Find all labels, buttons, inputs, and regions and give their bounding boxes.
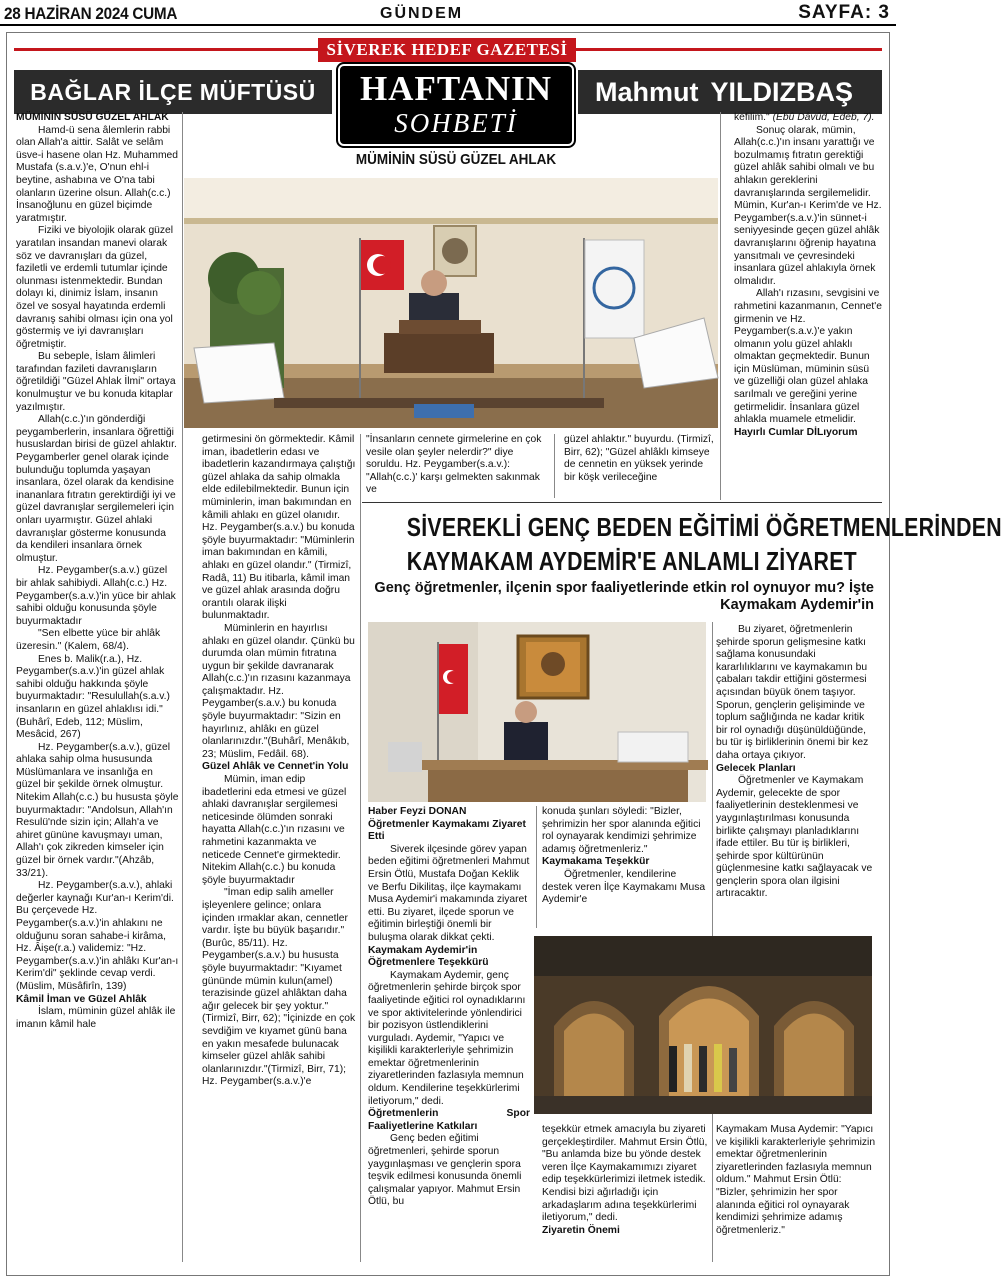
page-header	[0, 0, 896, 26]
col1-paragraph: Hz. Peygamber(s.a.v.) güzel bir ahlak sahibiydi. Allah(c.c.) Hz. Peygamber(s.a.v.)'in yüce bir ahlak sahibi olduğu konusunda şöyle buyurmaktadır	[16, 565, 176, 627]
article-paragraph: Kaymakam Musa Aydemir: "Yapıcı ve kişilikli karakterleriyle şehrimizin emektar öğretmenlerinin ziyaretlerinden fazlasıyla memnun oldum." Mahmut Ersin Ötlü: "Bizler, şehrimizin her spor alanında eğitici rol oynayarak kendimizi şehrimize adamış öğretmenleriz."	[716, 1124, 876, 1236]
col3-paragraph: "İnsanların cennete girmelerine en çok vesile olan şeyler nelerdir?" diye soruldu. Hz. Peygamber(s.a.v.): "Allah(c.c.)' karşı gelmekten sakınmak ve	[366, 434, 542, 496]
column-1	[16, 112, 179, 1262]
article-subheading: Gelecek Planları	[716, 762, 796, 774]
col1-quote: "Sen elbette yüce bir ahlâk üzeresin." (Kalem, 68/4).	[16, 628, 161, 652]
article2-column-a	[368, 806, 530, 1264]
article-subtitle: Genç öğretmenler, ilçenin spor faaliyetlerinde etkin rol oynuyor mu? İşte Kaymakam Aydemir'in	[374, 580, 874, 613]
article-paragraph: Kaymakam Aydemir, genç öğretmenlerin şehirde birçok spor faaliyetinde eğitici rol oynadıklarını ve spor aktivitelerinde yönlendirici bir pozisyon üstlendiklerini vurguladı. Aydemir, "Yapıcı ve kişilikli karakterleriyle şehrimizin emektar öğretmenlerinin ziyaretlerinden fazlasıyla memnun oldum. Kendilerine teşekkürlerimi iletiyorum," dedi.	[368, 969, 526, 1107]
col5-paragraph	[734, 112, 882, 125]
logo-line-1: HAFTANIN	[359, 69, 553, 108]
column-divider	[720, 112, 721, 500]
column-divider	[554, 434, 555, 498]
col5-quote-end: kefilim."	[734, 112, 770, 123]
col1-paragraph: Enes b. Malik(r.a.), Hz. Peygamber(s.a.v.)'in güzel ahlak sahibi olduğu hakkında şöyle buyurmaktadır: "Resulullah(s.a.v.) insanların en güzel ahlaklısı idi."(Buhârî, Edeb, 112; Müslim, Mesâcid, 267)	[16, 653, 170, 741]
author-title-banner: BAĞLAR İLÇE MÜFTÜSÜ	[14, 70, 332, 114]
article-paragraph: Bu ziyaret, öğretmenlerin şehirde sporun gelişmesine katkı sağlama konusundaki kararlılıklarını ve kaymakamın bu çabaları takdir ettiğini göstermesi açısından büyük önem taşıyor. Sporun, gençlerin gelişiminde ve toplum sağlığında ne kadar kritik bir rol oynadığı düşünüldüğünde, bu tür iş birliklerinin önemi bir kez daha ortaya çıkıyor.	[716, 624, 869, 761]
column-subhead: MÜMİNİN SÜSÜ GÜZEL AHLAK	[355, 151, 557, 168]
kaymakam-photo-graphic	[368, 622, 706, 802]
article-headline	[406, 510, 1002, 578]
headline-line-1: SİVEREKLİ GENÇ BEDEN EĞİTİMİ ÖĞRETMENLERİNDEN	[406, 512, 1002, 542]
issue-date: 28 HAZİRAN 2024 CUMA	[4, 4, 178, 23]
article-paragraph: Öğretmenler ve Kaymakam Aydemir, gelecekte de spor faaliyetlerinin desteklenmesi ve yaygınlaştırılması konusunda birlikte çalışmayı planladıklarını ifade ettiler. Bu tür iş birlikleri, şehirde spor kültürünün güçlenmesine katkı sağlayacak ve gençlerin spora olan ilgisini artıracaktır.	[716, 775, 873, 900]
article-paragraph: Genç beden eğitimi öğretmenleri, şehirde sporun yaygınlaşması ve gençlerin spora teşvik edilmesi konusunda önemli çalışmalar yapıyor. Mahmut Ersin Ötlü, bu	[368, 1133, 522, 1208]
col1-paragraph: Bu sebeple, İslam âlimleri tarafından fazileti davranışların öğretildiği "Güzel Ahlak İlmi" ortaya konulmuştur ve bu konuda kitaplar yazılmıştır.	[16, 351, 176, 413]
article-paragraph: Öğretmenler, kendilerine destek veren İlçe Kaymakamı Musa Aydemir'e	[542, 868, 706, 906]
col1-paragraph: Hz. Peygamber(s.a.v.), ahlaki değerler kaynağı Kur'an-ı Kerim'di. Bu çerçevede Hz. Peygamber(s.a.v.)'in ahlakını ne olduğunu soran sahabe-i kirâma, Hz. Âişe(r.a.) validemiz: "Hz. Peygamber(s.a.v.)'in ahlâkı Kur'an-ı Kerim'di" şeklinde cevap verdi.(Müslim, Müsâfirîn, 139)	[16, 880, 179, 992]
article2-column-c-bottom	[716, 1124, 876, 1264]
section-title: GÜNDEM	[380, 5, 464, 22]
col1-subheading: Kâmil İman ve Güzel Ahlâk	[16, 993, 147, 1005]
article-subheading: Kaymakam Aydemir'in Öğretmenlere Teşekkürü	[368, 944, 489, 969]
logo-line-2: SOHBETİ	[394, 108, 518, 138]
column-3	[366, 434, 544, 498]
col2-paragraph: Mümin, iman edip ibadetlerini eda etmesi ve güzel ahlaki davranışlar sergilemesi neticesinde ölümden sonraki hayatta Allah(c.c.)'ın rızasını ve rahmetini kazanmakta ve neticede Cennet'e girmektedir. Nitekim Allah(c.c.) bu konuda şöyle buyurmaktadır	[202, 774, 347, 886]
col4-paragraph: güzel ahlaktır." buyurdu. (Tirmizî, Birr, 62); "Güzel ahlâklı kimseye de cennetin en yüksek yerinde bir köşk verileceğine	[564, 434, 714, 483]
column-2	[202, 434, 356, 1262]
office-photo-graphic	[184, 178, 718, 428]
col2-subheading: Güzel Ahlâk ve Cennet'in Yolu	[202, 761, 349, 773]
col1-heading: MÜMİNİN SÜSÜ GÜZEL AHLAK	[16, 112, 169, 123]
article2-column-b-top	[542, 806, 708, 930]
kaymakam-office-photo	[368, 622, 706, 802]
headline-line-2: KAYMAKAM AYDEMİR'E ANLAMLI ZİYARET	[406, 546, 857, 576]
column-logo	[338, 64, 574, 146]
author-first-name: Mahmut	[594, 77, 699, 107]
article-paragraph: konuda şunları söyledi: "Bizler, şehrimizin her spor alanında eğitici rol oynayarak kendimizi şehrimize adamış öğretmenleriz."	[542, 806, 701, 855]
col2-paragraph: Müminlerin en hayırlısı ahlakı en güzel olandır. Çünkü bu durumda olan mümin fıtratına uygun bir şekilde davranarak Allah(c.c.)'ın rızasını kazanmaya çalışmaktadır. Hz. Peygamber(s.a.v.) bu konuda şöyle buyurmaktadır: "Sizin en hayırlınız, ahlâkı en güzel olanlarınızdır."(Buhârî, Menâkıb, 23; Müslim, Fedâil. 68).	[202, 622, 355, 760]
article2-column-c	[716, 624, 876, 932]
col5-closing: Hayırlı Cumlar DİLıyorum	[734, 426, 858, 438]
article-subheading: Öğretmenlerin Spor Faaliyetlerine Katkıları	[368, 1108, 530, 1132]
author-last-name: YILDIZBAŞ	[710, 77, 853, 107]
column-divider	[360, 434, 361, 1262]
column-4	[564, 434, 714, 498]
col5-paragraph: Allah'ı rızasını, sevgisini ve rahmetini kazanmanın, Cennet'e girmenin ve Hz. Peygamber(s.a.v.)'e yakın olmanın yolu güzel ahlaklı olmaktan geçmektedir. Bunun için Müslüman, müminin süsü ve güzelliği olan güzel ahlaka sarılmalı ve gereğini yerine getirmelidir. İnsanlara güzel ahlakla muamele etmelidir.	[734, 288, 882, 426]
col1-paragraph: Fiziki ve biyolojik olarak güzel yaratılan insandan manevi olarak söz ve davranışları da güzel, faziletli ve erdemli tutumlar içinde olunması istenmektedir. Bundan dolayı ki, dinimiz İslam, insanın özel ve sosyal hayatında erdemli davranış sahibi olması için ona yol göstermiş ve iyi davranışları öğretmiştir.	[16, 225, 174, 350]
article-paragraph: teşekkür etmek amacıyla bu ziyareti gerçekleştirdiler. Mahmut Ersin Ötlü, "Bu anlamda bize bu yönde destek veren İlçe Kaymakamımızı ziyaret edip teşekkürlerimizi iletmek istedik. Kendisi bizi ağırladığı için arkadaşlarım adına teşekkürlerimi iletiyorum," dedi.	[542, 1124, 708, 1224]
historic-building-photo	[534, 936, 872, 1114]
col5-citation: (Ebû Dâvûd, Edeb, 7).	[772, 112, 875, 123]
col1-paragraph: Allah(c.c.)'ın gönderdiği peygamberlerin, insanlara öğrettiği hususlardan birisi de güzel ahlaktır. Peygamberler genel olarak içinde bulunduğu toplumda yaşayan insanlara, özel olarak da kendisine inananlara fıtratın gerektirdiği iyi ve güzel davranışlar sergilemeleri için onları uyarmıştır. Güzel ahlaki davranışlar gösterme konusunda da kendileri insanlara örnek olmuştur.	[16, 414, 177, 564]
col2-paragraph: getirmesini ön görmektedir. Kâmil iman, ibadetlerin edası ve ibadetlerin kazandırmaya çalıştığı güzel ahlaka da sahip olmakla elde edilebilmektedir. Bunun için müminlerin, iman bakımından en kâmili ahlakı en güzel olanıdır. Hz. Peygamber(s.a.v.) bu konuda şöyle buyurmaktadır: "Müminlerin iman bakımından en kâmili, ahlakı en güzel olandır." (Tirmizî, Radâ, 11) Bu itibarla, kâmil iman ve güzel ahlak arasında doğru orantılı olarak ilişki bulunmaktadır.	[202, 434, 356, 622]
col1-paragraph: Hz. Peygamber(s.a.v.), güzel ahlaka sahip olma hususunda Müslümanlara ve insanlığa en güzel bir şekilde örnek olmuştur. Nitekim Allah(c.c.) bu hususta şöyle buyurmaktadır: "Andolsun, Allah'ın Resulü'nde sizin için; Allah'a ve ahiret gününe kavuşmayı uman, Allah'ı çok zikreden kimseler için güzel bir örnek vardır."(Ahzâb, 33/21).	[16, 741, 179, 879]
column-divider	[536, 806, 537, 928]
article-subheading: Kaymakama Teşekkür	[542, 856, 650, 868]
article2-column-b-bottom	[542, 1124, 708, 1264]
mufti-office-photo	[184, 178, 718, 428]
col2-paragraph: "İman edip salih ameller işleyenlere gelince; onlara içinden ırmaklar akan, cennetler vardır. İşte bu büyük başarıdır." (Burûc, 85/11). Hz. Peygamber(s.a.v.) bu hususta şöyle buyurmaktadır: "Kıyamet gününde mümin kulun(amel) terazisinde güzel ahlâktan daha ağır gelecek bir şey yoktur."(Tirmizî, Birr, 62); "İçinizde en çok sevdiğim ve kıyamet günü bana en yakın mesafede bulunacak kimseler güzel ahlâk sahibi olanlarınızdır."(Tirmizî, Birr, 71); Hz. Peygamber(s.a.v.)'e	[202, 887, 356, 1088]
article-subheading: Ziyaretin Önemi	[542, 1224, 620, 1236]
col5-paragraph: Sonuç olarak, mümin, Allah(c.c.)'ın insanı yarattığı ve bozulmamış fıtratın gerektiği güzel ahlâk sahibi olmalı ve bu ahlakın gereklerini davranışlarında sergilemelidir. Mümin, Kur'an-ı Kerim'de ve Hz. Peygamber(s.a.v.)'in sünnet-i seniyyesinde geçen güzel ahlâk davranışlarını öğrenip hayatına yansıtmalı ve çevresindeki insanlara güzel ahlakıyla örnek olmalıdır.	[734, 124, 882, 287]
building-photo-graphic	[534, 936, 872, 1114]
author-name-banner	[578, 70, 882, 114]
article-subheading: Öğretmenler Kaymakamı Ziyaret Etti	[368, 818, 526, 843]
newspaper-ribbon: SİVEREK HEDEF GAZETESİ	[318, 38, 576, 62]
page-number: SAYFA: 3	[798, 2, 890, 23]
col1-paragraph: İslam, müminin güzel ahlâk ile imanın kâmil hale	[16, 1006, 176, 1030]
column-5	[734, 112, 882, 498]
col1-paragraph: Hamd-ü sena âlemlerin rabbi olan Allah'a aittir. Salât ve selâm üsve-i hasene olan Hz. Muhammed Mustafa (s.a.v.)'e, O'nun ehl-i beytine, ashabına ve O'na tabi olanların üzerine olsun. Allah(c.c.) İnsanoğlunu en güzel biçimde yaratmıştır.	[16, 124, 178, 224]
article-paragraph: Siverek ilçesinde görev yapan beden eğitimi öğretmenleri Mahmut Ersin Ötlü, Mustafa Doğan Keklik ve Berfu Dikilitaş, ilçe kaymakamı Musa Aydemir'i makamında ziyaret etti. Bu ziyaret, ilçede sporun ve eğitimin birleştiği önemli bir buluşma olarak dikkat çekti.	[368, 843, 530, 943]
column-divider	[182, 112, 183, 1262]
article-byline: Haber Feyzi DONAN	[368, 806, 467, 817]
article-separator	[362, 502, 882, 503]
